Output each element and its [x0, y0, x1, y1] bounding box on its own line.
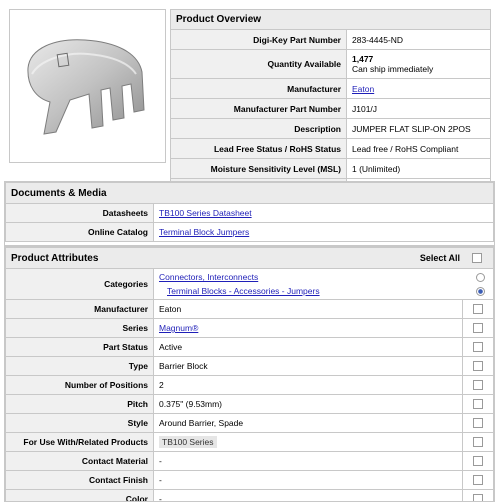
attr-contact-material-value: -	[154, 452, 463, 471]
attr-series-link[interactable]: Magnum®	[159, 323, 198, 333]
attr-style-checkbox[interactable]	[473, 418, 483, 428]
product-attributes-table	[5, 247, 494, 502]
attr-contact-finish-value: -	[154, 471, 463, 490]
attr-type-label: Type	[6, 357, 154, 376]
rohs-status-label: Lead Free Status / RoHS Status	[171, 139, 347, 159]
attr-contact-finish-label: Contact Finish	[6, 471, 154, 490]
manufacturer-link[interactable]: Eaton	[352, 84, 374, 94]
attr-pitch-checkbox[interactable]	[473, 399, 483, 409]
attr-series-checkbox[interactable]	[473, 323, 483, 333]
product-overview-table	[170, 9, 491, 199]
product-image[interactable]	[9, 9, 166, 163]
category-link-jumpers[interactable]: Terminal Blocks - Accessories - Jumpers	[167, 286, 320, 296]
attr-type-value: Barrier Block	[154, 357, 463, 376]
category-link-connectors[interactable]: Connectors, Interconnects	[159, 272, 258, 282]
attr-type-checkbox[interactable]	[473, 361, 483, 371]
datasheet-link[interactable]: TB100 Series Datasheet	[159, 208, 252, 218]
product-attributes-header	[6, 248, 494, 269]
msl-value: 1 (Unlimited)	[347, 159, 491, 179]
attr-contact-finish-checkbox[interactable]	[473, 475, 483, 485]
quantity-ship-status: Can ship immediately	[352, 64, 485, 74]
attr-positions-value: 2	[154, 376, 463, 395]
rohs-status-value: Lead free / RoHS Compliant	[347, 139, 491, 159]
msl-label: Moisture Sensitivity Level (MSL)	[171, 159, 347, 179]
manufacturer-part-number-value: J101/J	[347, 99, 491, 119]
attr-pitch-value: 0.375" (9.53mm)	[154, 395, 463, 414]
category-radio-connectors[interactable]	[476, 273, 485, 282]
attr-color-value: -	[154, 490, 463, 502]
online-catalog-link[interactable]: Terminal Block Jumpers	[159, 227, 249, 237]
attr-style-label: Style	[6, 414, 154, 433]
attr-manufacturer-value: Eaton	[154, 300, 463, 319]
manufacturer-part-number-label: Manufacturer Part Number	[171, 99, 347, 119]
attr-contact-material-checkbox[interactable]	[473, 456, 483, 466]
categories-label: Categories	[6, 269, 154, 300]
attr-manufacturer-checkbox[interactable]	[473, 304, 483, 314]
category-radio-jumpers[interactable]	[476, 287, 485, 296]
digikey-part-number-value: 283-4445-ND	[347, 30, 491, 50]
documents-media-title: Documents & Media	[6, 183, 494, 204]
description-label: Description	[171, 119, 347, 139]
attr-related-products-label: For Use With/Related Products	[6, 433, 154, 452]
select-all-checkbox[interactable]	[472, 253, 482, 263]
select-all-control[interactable]	[420, 253, 488, 264]
product-overview-title: Product Overview	[171, 10, 491, 30]
documents-media-table	[5, 182, 494, 242]
online-catalog-label: Online Catalog	[6, 223, 154, 242]
attr-pitch-label: Pitch	[6, 395, 154, 414]
jumper-photo	[10, 10, 165, 162]
documents-media-section	[4, 181, 495, 246]
quantity-available-value: 1,477	[352, 54, 485, 64]
description-value: JUMPER FLAT SLIP-ON 2POS	[347, 119, 491, 139]
product-attributes-section	[4, 246, 495, 502]
quantity-available-cell	[347, 50, 491, 79]
manufacturer-label: Manufacturer	[171, 79, 347, 99]
attr-positions-label: Number of Positions	[6, 376, 154, 395]
attr-related-products-value: TB100 Series	[159, 436, 217, 448]
attr-part-status-value: Active	[154, 338, 463, 357]
attr-series-label: Series	[6, 319, 154, 338]
attr-contact-material-label: Contact Material	[6, 452, 154, 471]
categories-cell	[154, 269, 494, 300]
attr-style-value: Around Barrier, Spade	[154, 414, 463, 433]
attr-manufacturer-label: Manufacturer	[6, 300, 154, 319]
digikey-part-number-label: Digi-Key Part Number	[171, 30, 347, 50]
attr-related-products-checkbox[interactable]	[473, 437, 483, 447]
datasheets-label: Datasheets	[6, 204, 154, 223]
attr-part-status-label: Part Status	[6, 338, 154, 357]
quantity-available-label: Quantity Available	[171, 50, 347, 79]
attr-color-checkbox[interactable]	[473, 494, 483, 502]
attr-color-label: Color	[6, 490, 154, 502]
product-attributes-title: Product Attributes	[11, 253, 98, 264]
attr-part-status-checkbox[interactable]	[473, 342, 483, 352]
select-all-label: Select All	[420, 253, 460, 263]
attr-positions-checkbox[interactable]	[473, 380, 483, 390]
